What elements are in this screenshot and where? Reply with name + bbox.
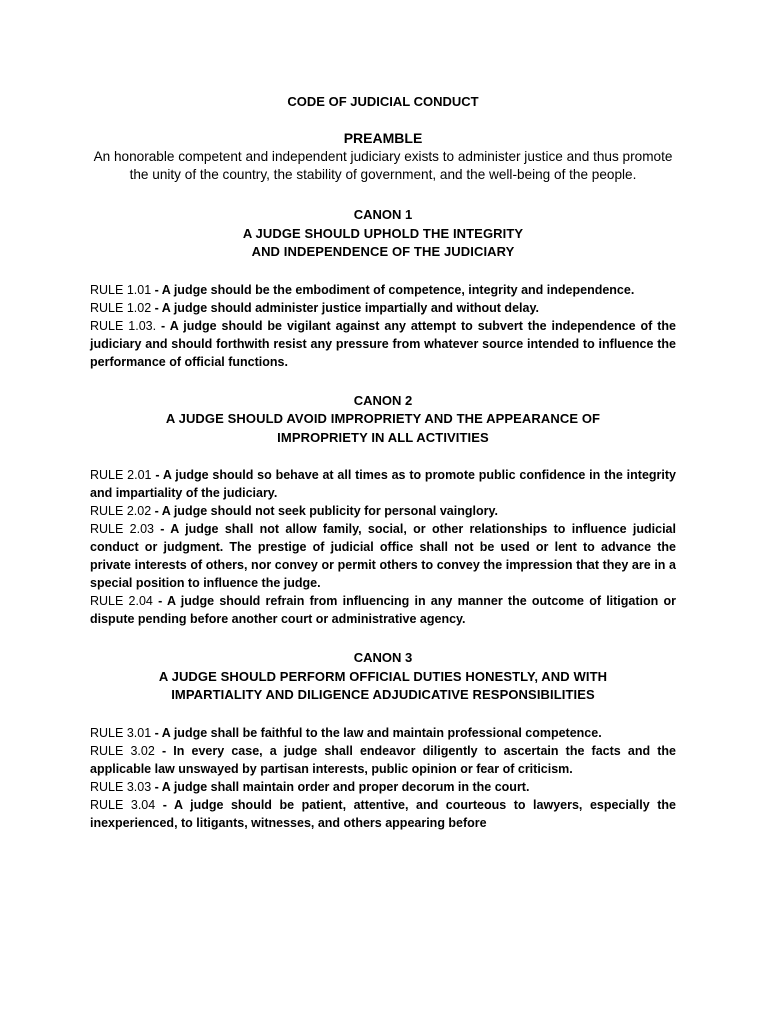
- rule-2-02: [90, 502, 676, 520]
- rule-text: - A judge should refrain from influencing in any manner the outcome of litigation or dispute pending before another court or administrative agency.: [90, 594, 676, 626]
- canon-3-rules: [90, 724, 676, 832]
- rule-number: RULE 3.02: [90, 743, 155, 758]
- rule-text: - A judge shall maintain order and proper decorum in the court.: [151, 779, 530, 794]
- rule-number: RULE 2.03: [90, 522, 154, 536]
- rule-1-02: [90, 299, 676, 317]
- preamble-heading: PREAMBLE: [343, 130, 423, 146]
- rule-text: - In every case, a judge shall endeavor diligently to ascertain the facts and the applicable law unswayed by partisan interests, public opinion or fear of criticism.: [90, 743, 676, 776]
- canon-number: CANON 1: [353, 207, 413, 222]
- rule-2-03: [90, 520, 676, 592]
- canon-number: CANON 2: [353, 392, 413, 408]
- rule-number: RULE 2.04: [90, 594, 153, 608]
- rule-2-04: [90, 592, 676, 628]
- rule-text: - A judge shall be faithful to the law and maintain professional competence.: [151, 725, 602, 740]
- canon-1-rules: [90, 281, 676, 371]
- rule-3-01: [90, 724, 676, 742]
- canon-heading-line: IMPROPRIETY IN ALL ACTIVITIES: [277, 429, 489, 445]
- canon-heading-line: A JUDGE SHOULD AVOID IMPROPRIETY AND THE APPEARANCE OF: [165, 411, 601, 426]
- rule-3-04: [90, 796, 676, 832]
- canon-heading-line: IMPARTIALITY AND DILIGENCE ADJUDICATIVE RESPONSIBILITIES: [171, 687, 595, 702]
- rule-2-01: [90, 466, 676, 502]
- rule-text: - A judge should be vigilant against any attempt to subvert the independence of the judiciary and should forthwith resist any pressure from whatever source intended to influence the performance of official functions.: [90, 318, 676, 369]
- canon-number: CANON 3: [353, 650, 413, 665]
- canon-heading-line: A JUDGE SHOULD PERFORM OFFICIAL DUTIES HONESTLY, AND WITH: [158, 668, 608, 684]
- canon-1-heading: [90, 206, 676, 262]
- rule-text: - A judge should administer justice impartially and without delay.: [151, 300, 539, 315]
- canon-heading-line: AND INDEPENDENCE OF THE JUDICIARY: [251, 244, 515, 259]
- rule-number: RULE 1.03.: [90, 318, 157, 333]
- rule-number: RULE 2.01: [90, 468, 152, 482]
- rule-text: - A judge should be patient, attentive, and courteous to lawyers, especially the inexperienced, to litigants, witnesses, and others appearing before: [90, 797, 676, 830]
- canon-heading-line: A JUDGE SHOULD UPHOLD THE INTEGRITY: [242, 225, 524, 241]
- rule-number: RULE 3.01: [90, 725, 152, 740]
- document-title: CODE OF JUDICIAL CONDUCT: [287, 94, 479, 109]
- rule-number: RULE 3.04: [90, 797, 156, 812]
- rule-text: - A judge shall not allow family, social, or other relationships to influence judicial conduct or judgment. The prestige of judicial office shall not be used or lent to advance the private interests of others, nor convey or permit others to convey the impression that they are in a special position to influence the judge.: [90, 522, 676, 590]
- document-page: [90, 94, 676, 832]
- rule-number: RULE 2.02: [90, 504, 152, 518]
- rule-number: RULE 3.03: [90, 779, 152, 794]
- canon-2-rules: [90, 466, 676, 628]
- preamble-text: An honorable competent and independent judiciary exists to administer justice and thus promote the unity of the country, the stability of government, and the well-being of the people.: [93, 149, 673, 182]
- rule-number: RULE 1.02: [90, 300, 152, 315]
- canon-2-heading: [90, 392, 676, 448]
- rule-text: - A judge should not seek publicity for personal vainglory.: [151, 504, 498, 518]
- rule-1-03: [90, 317, 676, 371]
- rule-1-01: [90, 281, 676, 299]
- rule-text: - A judge should so behave at all times as to promote public confidence in the integrity and impartiality of the judiciary.: [90, 468, 676, 500]
- rule-number: RULE 1.01: [90, 282, 152, 297]
- rule-3-02: [90, 742, 676, 778]
- rule-3-03: [90, 778, 676, 796]
- rule-text: - A judge should be the embodiment of competence, integrity and independence.: [151, 282, 635, 297]
- canon-3-heading: [90, 649, 676, 705]
